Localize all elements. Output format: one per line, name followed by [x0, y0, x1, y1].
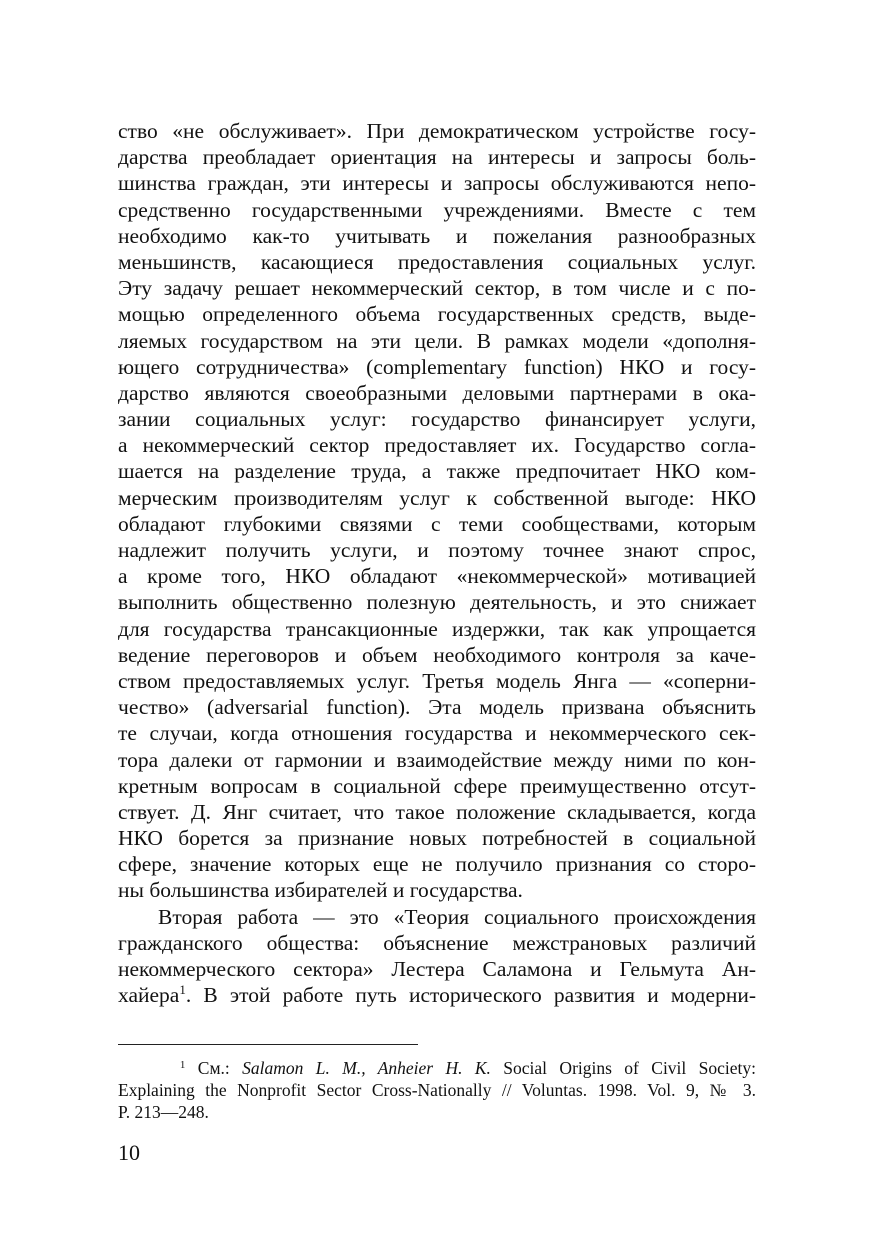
- text-line: обладают глубокими связями с теми сообществами, которым: [118, 511, 756, 536]
- main-text: [118, 118, 756, 1008]
- text-line: ляемых государством на эти цели. В рамках модели «дополня-: [118, 328, 756, 353]
- text-line: выполнить общественно полезную деятельность, и это снижает: [118, 590, 756, 615]
- text-line: дарство являются своеобразными деловыми партнерами в ока-: [118, 380, 756, 405]
- text-line: средственно государственными учреждениями. Вместе с тем: [118, 197, 756, 222]
- text-line: надлежит получить услуги, и поэтому точнее знают спрос,: [118, 538, 756, 562]
- paragraph-end-line: ны большинства избирателей и государства.: [118, 878, 523, 903]
- text-line: ство «не обслуживает». При демократическом устройстве госу-: [118, 119, 756, 143]
- text-line: ствует. Д. Янг считает, что такое положение складывается, когда: [118, 799, 756, 824]
- text-line: меньшинств, касающиеся предоставления социальных услуг.: [118, 249, 756, 274]
- footnote-title: Social Origins of Civil Society:: [490, 1058, 757, 1078]
- footnote-line: Explaining the Nonprofit Sector Cross-Nationally // Voluntas. 1998. Vol. 9, № 3.: [118, 1080, 756, 1100]
- text-line: тора далеки от гармонии и взаимодействие между ними по кон-: [118, 747, 756, 772]
- footnote-reference[interactable]: 1: [179, 982, 186, 998]
- footnote-divider: [118, 1044, 418, 1045]
- text-line: а некоммерческий сектор предоставляет их. Государство согла-: [118, 433, 756, 458]
- text-line: зании социальных услуг: государство финансирует услуги,: [118, 407, 756, 432]
- paragraph-start-line: Вторая работа — это «Теория социального происхождения: [158, 904, 756, 929]
- text-line: сфере, значение которых еще не получило признания со сторо-: [118, 852, 756, 877]
- footnote: [118, 1057, 756, 1123]
- text-line: мерческим производителям услуг к собственной выгоде: НКО: [118, 485, 756, 510]
- text-line: ством предоставляемых услуг. Третья модель Янга — «соперни-: [118, 668, 756, 693]
- text-line: кретным вопросам в социальной сфере преимущественно отсут-: [118, 773, 756, 798]
- text-line: шается на разделение труда, а также предпочитает НКО ком-: [118, 459, 756, 484]
- text-fragment: . В этой работе путь исторического развития и модерни-: [185, 983, 756, 1008]
- text-line: некоммерческого сектора» Лестера Саламона и Гельмута Ан-: [118, 957, 756, 981]
- footnote-authors: Salamon L. M., Anheier H. K.: [242, 1058, 491, 1078]
- text-line: шинства граждан, эти интересы и запросы обслуживаются непо-: [118, 171, 756, 196]
- text-line: ведение переговоров и объем необходимого контроля за каче-: [118, 642, 756, 667]
- footnote-line: P. 213—248.: [118, 1102, 209, 1122]
- page-number: 10: [118, 1140, 140, 1165]
- text-line: НКО борется за признание новых потребностей в социальной: [118, 826, 756, 851]
- text-line: чество» (adversarial function). Эта модель призвана объяснить: [118, 695, 756, 720]
- text-line: Эту задачу решает некоммерческий сектор, в том числе и с по-: [118, 276, 756, 301]
- text-line: гражданского общества: объяснение межстрановых различий: [118, 930, 756, 955]
- text-fragment: хайера: [118, 983, 180, 1008]
- text-line: ющего сотрудничества» (complementary function) НКО и госу-: [118, 354, 756, 379]
- text-line: а кроме того, НКО обладают «некоммерческой» мотивацией: [118, 564, 756, 589]
- footnote-marker: 1: [179, 1059, 186, 1071]
- footnote-prefix: См.:: [185, 1058, 243, 1078]
- text-line: мощью определенного объема государственных средств, выде-: [118, 302, 756, 327]
- text-line: те случаи, когда отношения государства и некоммерческого сек-: [118, 721, 756, 746]
- text-line: для государства трансакционные издержки, так как упрощается: [118, 616, 756, 641]
- text-line: необходимо как-то учитывать и пожелания разнообразных: [118, 223, 756, 248]
- footnote-line: [118, 1057, 756, 1079]
- text-line-with-footnote-ref: [118, 982, 756, 1008]
- text-line: дарства преобладает ориентация на интересы и запросы боль-: [118, 145, 756, 170]
